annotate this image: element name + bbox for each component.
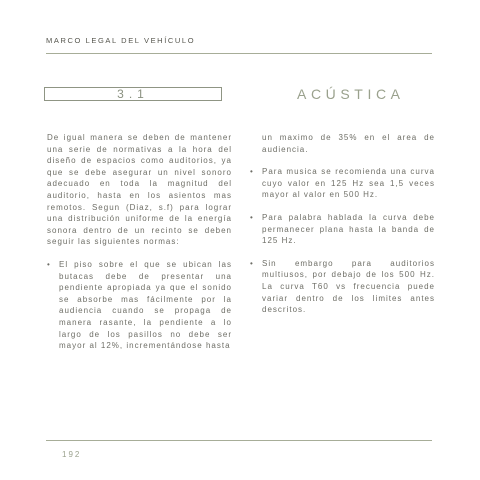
bullet-icon: • bbox=[47, 259, 51, 269]
list-item bbox=[250, 258, 435, 316]
intro-paragraph: De igual manera se deben de mantener una serie de normativas a la hora del diseño de espacios como auditorios, ya que se debe asegurar un nivel sonoro adecuado en toda la magnitud del auditorio, hasta en los asientos mas remotos. Segun (Diaz, s.f) para lograr una distribución uniforme de la energía sonora dentro de un recinto se deben seguir las siguientes normas: bbox=[47, 133, 232, 247]
list-item-continuation bbox=[250, 132, 435, 155]
list-item bbox=[250, 166, 435, 201]
section-number: 3.1 bbox=[44, 87, 222, 101]
right-column bbox=[250, 132, 435, 316]
bullet-icon: • bbox=[250, 212, 254, 222]
bullet-icon: • bbox=[250, 258, 254, 268]
left-column bbox=[47, 132, 232, 352]
list-item-text: Sin embargo para auditorios multiusos, por debajo de los 500 Hz. La curva T60 vs frecuencia puede variar dentro de los limites antes descritos. bbox=[262, 258, 435, 315]
list-item bbox=[250, 212, 435, 247]
list-item-text: El piso sobre el que se ubican las butacas debe de presentar una pendiente apropiada ya que el sonido se absorbe mas fácilmente por la audiencia cuando se propaga de manera rasante, la pendiente a lo largo de los pasillos no debe ser mayor al 12%, incrementándose hasta bbox=[59, 259, 232, 351]
bullet-icon: • bbox=[250, 167, 254, 177]
running-header: MARCO LEGAL DEL VEHÍCULO bbox=[46, 36, 196, 45]
header-divider bbox=[46, 53, 432, 54]
page-number: 192 bbox=[62, 450, 82, 459]
list-item-text: Para palabra hablada la curva debe permanecer plana hasta la banda de 125 Hz. bbox=[262, 212, 435, 246]
section-title: ACÚSTICA bbox=[297, 86, 405, 102]
list-item-text: Para musica se recomienda una curva cuyo valor en 125 Hz sea 1,5 veces mayor al valor en 500 Hz. bbox=[262, 167, 435, 200]
list-item bbox=[47, 259, 232, 352]
list-item-text: un maximo de 35% en el area de audiencia. bbox=[262, 133, 435, 154]
footer-divider bbox=[46, 440, 432, 441]
